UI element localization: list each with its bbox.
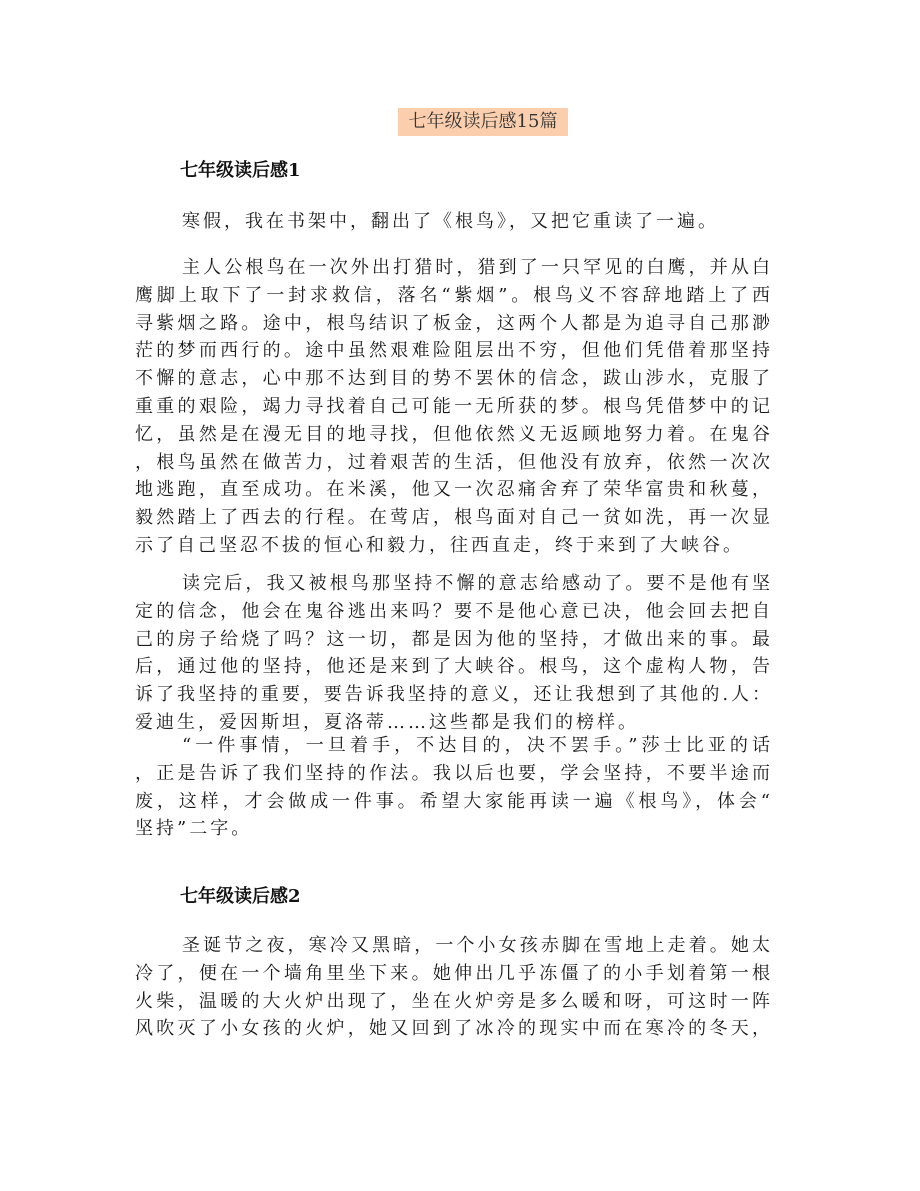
text-line: 重重的艰险，竭力寻找着自己可能一无所获的梦。根鸟凭借梦中的记 (135, 395, 770, 417)
document-title: 七年级读后感15篇 (398, 108, 568, 136)
text-line: 坚持”二字。 (135, 818, 253, 840)
text-line: 圣诞节之夜，寒冷又黑暗，一个小女孩赤脚在雪地上走着。她太 (182, 935, 770, 956)
text-line: 不懈的意志，心中那不达到目的势不罢休的信念，跋山涉水，克服了 (135, 368, 770, 390)
text-line: 爱迪生，爱因斯坦，夏洛蒂……这些都是我们的榜样。 (135, 711, 639, 733)
text-line: 主人公根鸟在一次外出打猎时，猎到了一只罕见的白鹰，并从白 (182, 257, 770, 278)
text-line: 废，这样，才会做成一件事。希望大家能再读一遍《根鸟》，体会“ (135, 790, 770, 812)
text-line: ，根鸟虽然在做苦力，过着艰苦的生活，但他没有放弃，依然一次次 (135, 451, 770, 473)
paragraph (135, 732, 770, 843)
text-line: 示了自己坚忍不拔的恒心和毅力，往西直走，终于来到了大峡谷。 (135, 534, 744, 556)
paragraph (135, 932, 770, 1043)
text-line: 己的房子给烧了吗？这一切，都是因为他的坚持，才做出来的事。最 (135, 628, 770, 650)
text-line: 火柴，温暖的大火炉出现了，坐在火炉旁是多么暖和呀，可这时一阵 (135, 990, 770, 1012)
text-line: 忆，虽然是在漫无目的地寻找，但他依然义无返顾地努力着。在鬼谷 (135, 423, 770, 445)
text-line: 茫的梦而西行的。途中虽然艰难险阻层出不穷，但他们凭借着那坚持 (135, 340, 770, 362)
text-line: ，正是告诉了我们坚持的作法。我以后也要，学会坚持，不要半途而 (135, 762, 770, 784)
section-heading: 七年级读后感2 (180, 886, 301, 907)
text-line: 后，通过他的坚持，他还是来到了大峡谷。根鸟，这个虚构人物，告 (135, 656, 770, 678)
section-heading: 七年级读后感1 (180, 160, 301, 181)
text-line: 风吹灭了小女孩的火炉，她又回到了冰冷的现实中而在寒冷的冬天， (135, 1018, 770, 1040)
text-line: 寒假，我在书架中，翻出了《根鸟》，又把它重读了一遍。 (182, 211, 719, 232)
text-line: 读完后，我又被根鸟那坚持不懈的意志给感动了。要不是他有坚 (182, 573, 770, 594)
text-line: 地逃跑，直至成功。在米溪，他又一次忍痛舍弃了荣华富贵和秋蔓， (135, 479, 770, 501)
text-line: “一件事情，一旦着手，不达目的，决不罢手。”莎士比亚的话 (182, 735, 770, 756)
text-line: 定的信念，他会在鬼谷逃出来吗？要不是他心意已决，他会回去把自 (135, 600, 770, 622)
text-line: 毅然踏上了西去的行程。在莺店，根鸟面对自己一贫如洗，再一次显 (135, 507, 770, 529)
text-line: 诉了我坚持的重要，要告诉我坚持的意义，还让我想到了其他的.人： (135, 684, 770, 706)
paragraph (135, 254, 770, 560)
text-line: 鹰脚上取下了一封求救信，落名“紫烟”。根鸟义不容辞地踏上了西 (135, 284, 770, 306)
text-line: 寻紫烟之路。途中，根鸟结识了板金，这两个人都是为追寻自己那渺 (135, 312, 770, 334)
paragraph (135, 570, 770, 737)
text-line: 冷了，便在一个墙角里坐下来。她伸出几乎冻僵了的小手划着第一根 (135, 962, 770, 984)
paragraph (135, 208, 770, 236)
